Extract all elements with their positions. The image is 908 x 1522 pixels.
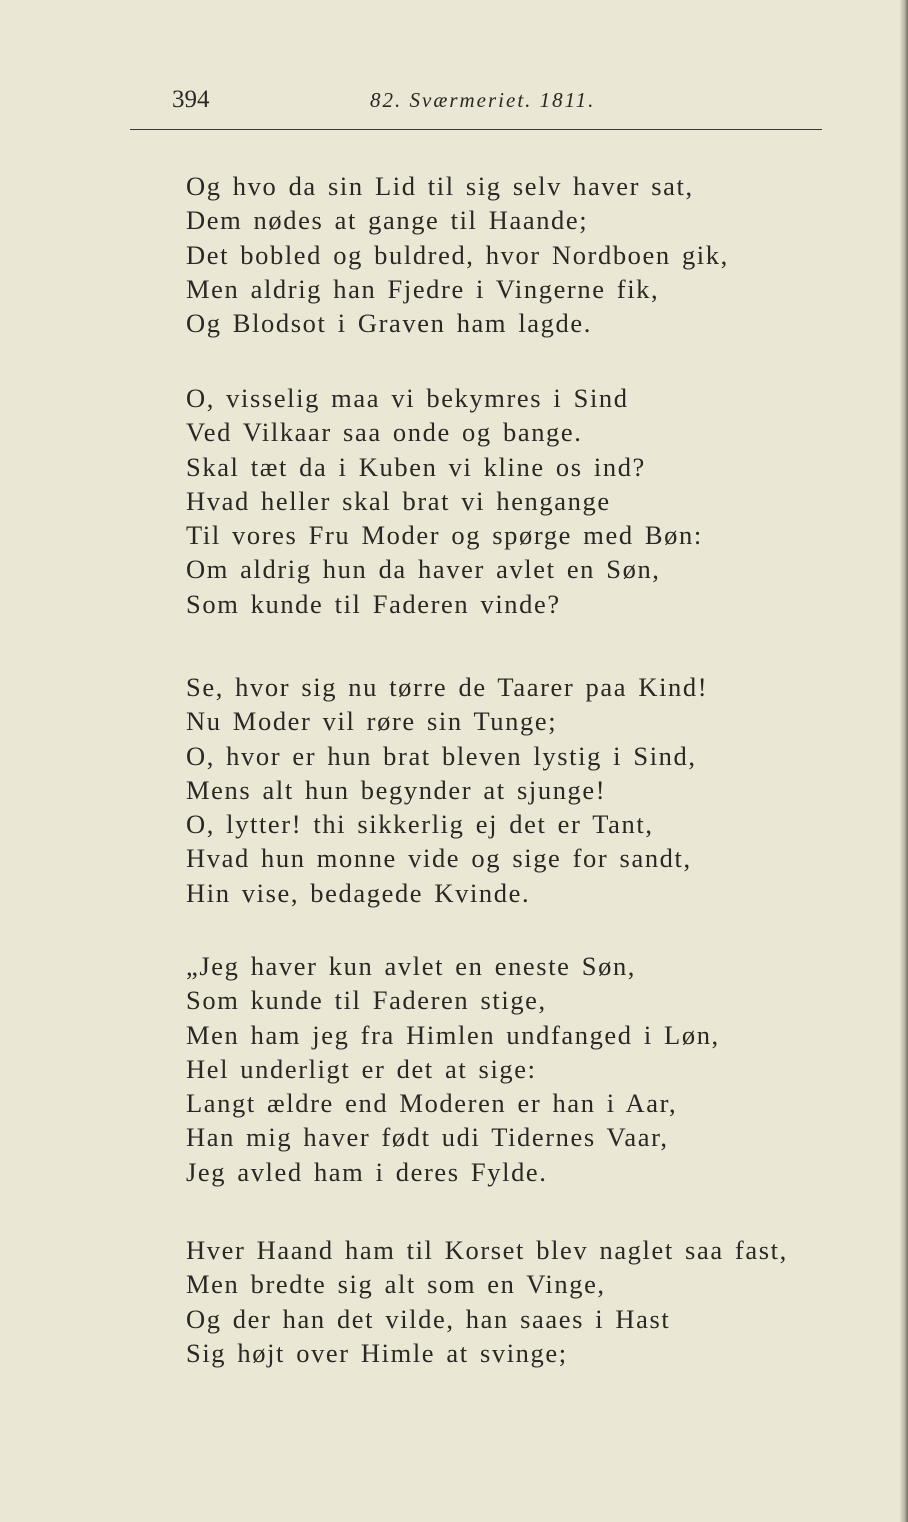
page-number: 394 xyxy=(172,86,210,113)
verse-line: Hvad heller skal brat vi hengange xyxy=(186,485,611,516)
header-rule xyxy=(130,129,822,130)
verse-line: Og Blodsot i Graven ham lagde. xyxy=(186,308,592,339)
verse-line: Men aldrig han Fjedre i Vingerne fik, xyxy=(186,273,660,304)
verse-line: Ved Vilkaar saa onde og bange. xyxy=(186,417,583,448)
verse-line: Han mig haver født udi Tidernes Vaar, xyxy=(186,1122,669,1153)
verse-line: Men bredte sig alt som en Vinge, xyxy=(186,1269,606,1300)
verse-line: Men ham jeg fra Himlen undfanged i Løn, xyxy=(186,1019,720,1050)
verse-line: O, hvor er hun brat bleven lystig i Sind, xyxy=(186,740,697,771)
stanza-4 xyxy=(186,949,720,1189)
verse-line: Og hvo da sin Lid til sig selv haver sat, xyxy=(186,171,694,201)
stanza-1 xyxy=(186,169,729,340)
verse-line: Hver Haand ham til Korset blev naglet saa fast, xyxy=(186,1235,788,1265)
verse-line: Til vores Fru Moder og spørge med Bøn: xyxy=(186,520,703,551)
verse-line: Mens alt hun begynder at sjunge! xyxy=(186,774,607,805)
verse-line: „Jeg haver kun avlet en eneste Søn, xyxy=(186,951,637,981)
verse-line: Nu Moder vil røre sin Tunge; xyxy=(186,706,558,737)
verse-line: Skal tæt da i Kuben vi kline os ind? xyxy=(186,451,646,482)
running-title: 82. Sværmeriet. 1811. xyxy=(370,88,596,112)
verse-line: Det bobled og buldred, hvor Nordboen gik, xyxy=(186,239,729,270)
verse-line: Og der han det vilde, han saaes i Hast xyxy=(186,1303,671,1334)
verse-line: Hel underligt er det at sige: xyxy=(186,1053,537,1084)
verse-line: Jeg avled ham i deres Fylde. xyxy=(186,1156,548,1187)
stanza-5 xyxy=(186,1233,788,1370)
stanza-2 xyxy=(186,381,703,621)
stanza-3 xyxy=(186,670,708,910)
verse-line: Om aldrig hun da haver avlet en Søn, xyxy=(186,554,661,585)
verse-line: Sig højt over Himle at svinge; xyxy=(186,1337,568,1368)
verse-line: Dem nødes at gange til Haande; xyxy=(186,205,589,236)
verse-line: O, lytter! thi sikkerlig ej det er Tant, xyxy=(186,809,654,840)
page-edge xyxy=(900,0,908,1522)
verse-line: Hvad hun monne vide og sige for sandt, xyxy=(186,843,692,874)
verse-line: Hin vise, bedagede Kvinde. xyxy=(186,877,531,908)
verse-line: O, visselig maa vi bekymres i Sind xyxy=(186,383,629,413)
verse-line: Langt ældre end Moderen er han i Aar, xyxy=(186,1088,678,1119)
verse-line: Se, hvor sig nu tørre de Taarer paa Kind! xyxy=(186,672,709,702)
verse-line: Som kunde til Faderen vinde? xyxy=(186,588,561,619)
verse-line: Som kunde til Faderen stige, xyxy=(186,985,547,1016)
